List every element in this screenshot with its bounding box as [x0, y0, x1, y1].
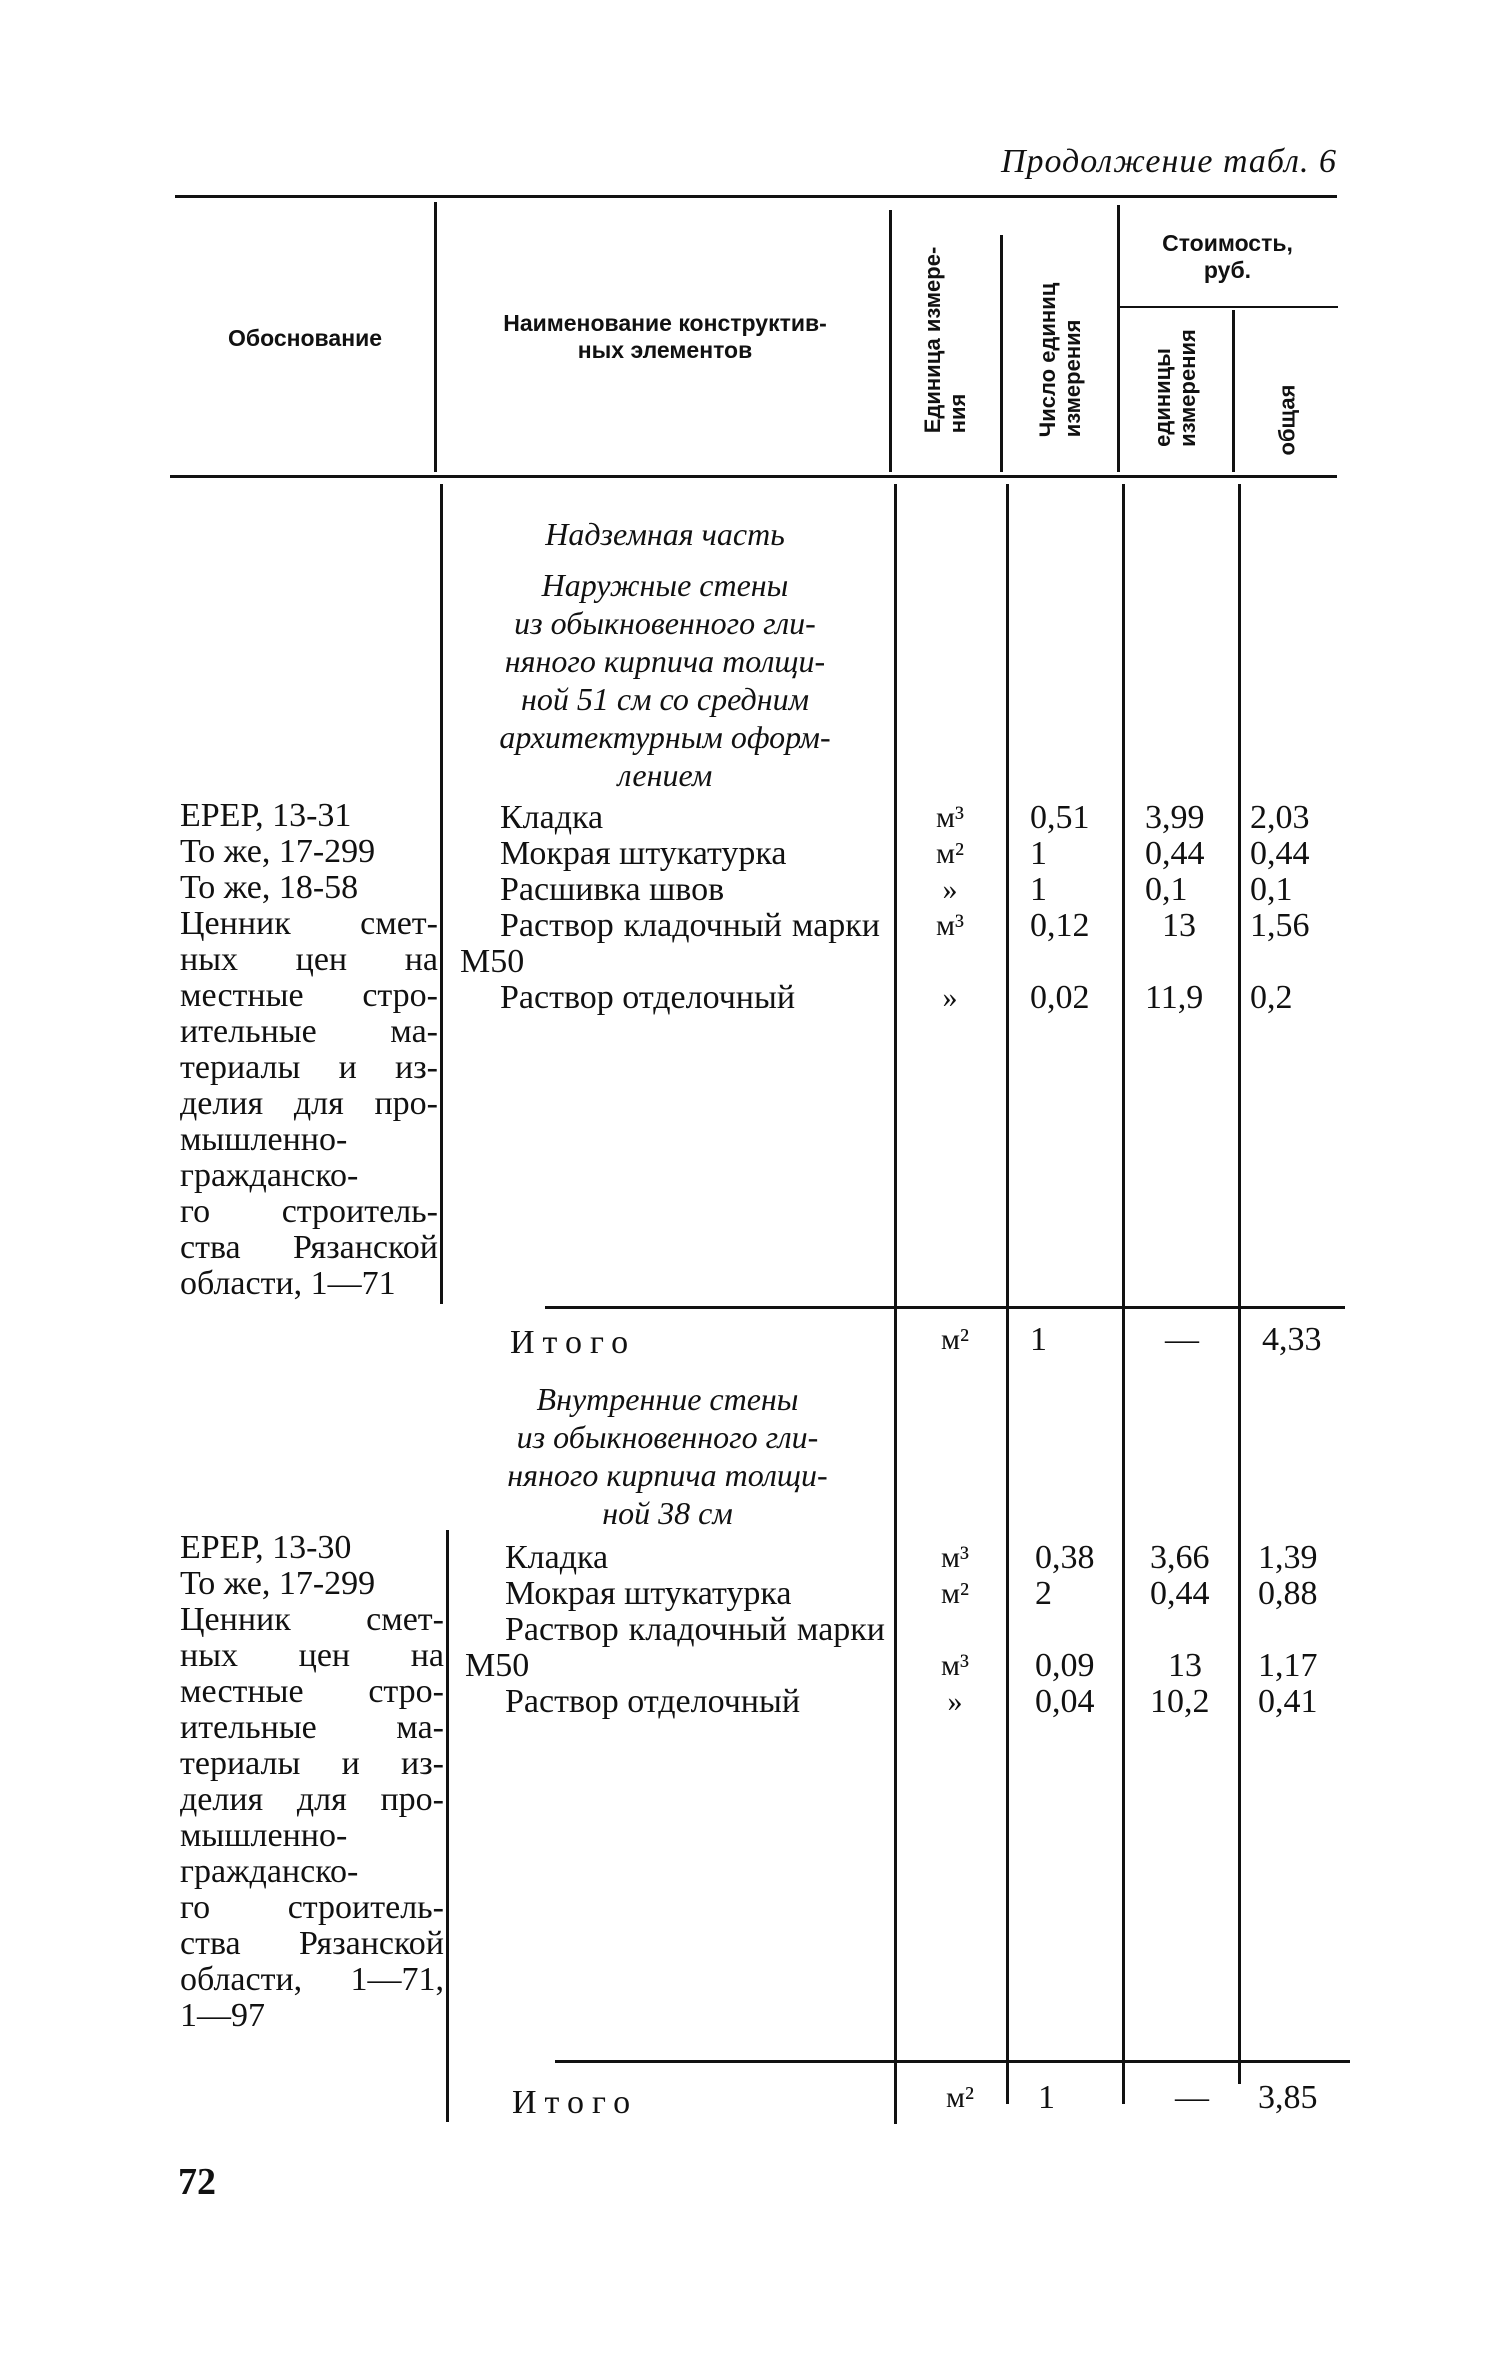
item-unit: м³: [941, 1541, 969, 1574]
total-label: Итого: [512, 2084, 639, 2121]
basis-line: ных цен на: [180, 941, 438, 978]
item-unit: м²: [941, 1577, 969, 1610]
total-unit: м²: [941, 1323, 969, 1356]
header-cost: Стоимость, руб.: [1162, 230, 1293, 283]
total-price: —: [1175, 2079, 1209, 2116]
table-top-rule: [175, 195, 1337, 198]
total-label: Итого: [510, 1324, 637, 1361]
basis-line: го строитель-: [180, 1193, 438, 1230]
header-vsep-2: [889, 210, 892, 472]
body-vsep-3: [1006, 484, 1009, 2104]
basis-line: области, 1—71,: [180, 1961, 444, 1998]
basis-line: мышленно-: [180, 1121, 348, 1158]
header-unit: Единица измере- ния: [920, 246, 970, 434]
basis-line: ных цен на: [180, 1637, 444, 1674]
item-total: 0,2: [1250, 979, 1293, 1016]
header-bottom-rule: [170, 475, 1337, 478]
item-total: 1,56: [1250, 907, 1310, 944]
group-1-basis: [180, 798, 438, 1302]
item-unit: »: [942, 981, 958, 1014]
item-price: 3,99: [1145, 799, 1205, 836]
total-sum: 4,33: [1262, 1321, 1322, 1358]
item-price: 13: [1168, 1647, 1202, 1684]
item-total: 2,03: [1250, 799, 1310, 836]
item-count: 0,51: [1030, 799, 1090, 836]
item-total: 0,88: [1258, 1575, 1318, 1612]
item-count: 1: [1030, 835, 1047, 872]
basis-line: мышленно-: [180, 1817, 348, 1854]
item-unit: »: [947, 1685, 963, 1718]
item-price: 11,9: [1145, 979, 1204, 1016]
header-cost-unit: единицы измерения: [1150, 329, 1200, 447]
basis-line: То же, 17-299: [180, 833, 376, 870]
basis-line: области, 1—71: [180, 1265, 396, 1302]
total-unit: м²: [946, 2081, 974, 2114]
item-count: 0,04: [1035, 1683, 1095, 1720]
header-count: Число единиц измерения: [1035, 282, 1085, 438]
total-rule-1: [545, 1306, 1345, 1309]
basis-line: ства Рязанской: [180, 1229, 438, 1266]
basis-line: делия для про-: [180, 1781, 444, 1818]
basis-line: ЕРЕР, 13-31: [180, 797, 352, 834]
item-price: 3,66: [1150, 1539, 1210, 1576]
body-vsep-4: [1122, 484, 1125, 2104]
basis-line: ительные ма-: [180, 1709, 444, 1746]
basis-line: териалы и из-: [180, 1745, 444, 1782]
item-name: Кладка: [500, 799, 604, 836]
item-price: 0,1: [1145, 871, 1188, 908]
item-count: 0,38: [1035, 1539, 1095, 1576]
continuation-caption: Продолжение табл. 6: [1000, 143, 1337, 180]
group-1-subtitle: Наружные стены из обыкновенного гли- няного кирпича толщи- ной 51 см со средним архитектурным оформ- лением: [499, 567, 831, 793]
total-rule-2: [555, 2060, 1350, 2063]
total-sum: 3,85: [1258, 2079, 1318, 2116]
item-count: 2: [1035, 1575, 1052, 1612]
basis-line: ительные ма-: [180, 1013, 438, 1050]
header-name: Наименование конструктив- ных элементов: [503, 310, 827, 363]
item-name: Раствор отделочный: [505, 1683, 801, 1720]
basis-line: го строитель-: [180, 1889, 444, 1926]
basis-line: Ценник смет-: [180, 1601, 444, 1638]
total-count: 1: [1038, 2079, 1055, 2116]
header-cost-total: общая: [1274, 384, 1300, 456]
item-unit: м³: [936, 909, 964, 942]
total-price: —: [1165, 1321, 1199, 1358]
basis-line: териалы и из-: [180, 1049, 438, 1086]
item-name: Кладка: [505, 1539, 609, 1576]
basis-line: делия для про-: [180, 1085, 438, 1122]
body-vsep-1b: [446, 1530, 449, 2122]
header-vsep-5: [1232, 310, 1235, 472]
item-price: 0,44: [1150, 1575, 1210, 1612]
item-total: 0,41: [1258, 1683, 1318, 1720]
basis-line: ЕРЕР, 13-30: [180, 1529, 352, 1566]
item-unit: м²: [936, 837, 964, 870]
item-name: Расшивка швов: [500, 871, 725, 908]
item-total: 1,17: [1258, 1647, 1318, 1684]
item-count: 1: [1030, 871, 1047, 908]
basis-line: 1—97: [180, 1997, 265, 2034]
item-count: 0,09: [1035, 1647, 1095, 1684]
item-name-wrapped: Раствор кладочный марки М50: [460, 907, 880, 980]
header-vsep-3: [1000, 235, 1003, 472]
group-2-basis: [180, 1530, 444, 2034]
basis-line: гражданско-: [180, 1853, 359, 1890]
item-name: Мокрая штукатурка: [505, 1575, 792, 1612]
group-2-subtitle: Внутренние стены из обыкновенного гли- няного кирпича толщи- ной 38 см: [507, 1381, 828, 1531]
item-price: 0,44: [1145, 835, 1205, 872]
basis-line: То же, 18-58: [180, 869, 359, 906]
basis-line: ства Рязанской: [180, 1925, 444, 1962]
item-count: 0,02: [1030, 979, 1090, 1016]
item-name: Раствор отделочный: [500, 979, 796, 1016]
body-vsep-2: [894, 484, 897, 2124]
section-title: Надземная часть: [545, 516, 785, 552]
basis-line: местные стро-: [180, 1673, 444, 1710]
item-price: 10,2: [1150, 1683, 1210, 1720]
basis-line: местные стро-: [180, 977, 438, 1014]
page-number: 72: [178, 2161, 216, 2203]
item-name-wrapped: Раствор кладочный марки М50: [465, 1611, 885, 1684]
item-unit: м³: [941, 1649, 969, 1682]
header-vsep-1: [434, 202, 437, 472]
item-name: Мокрая штукатурка: [500, 835, 787, 872]
basis-line: Ценник смет-: [180, 905, 438, 942]
item-count: 0,12: [1030, 907, 1090, 944]
total-count: 1: [1030, 1321, 1047, 1358]
basis-line: То же, 17-299: [180, 1565, 376, 1602]
body-vsep-5: [1238, 484, 1241, 2084]
item-total: 1,39: [1258, 1539, 1318, 1576]
header-basis: Обоснование: [227, 325, 383, 351]
item-price: 13: [1162, 907, 1196, 944]
item-unit: »: [942, 873, 958, 906]
basis-line: гражданско-: [180, 1157, 359, 1194]
item-total: 0,1: [1250, 871, 1293, 908]
item-unit: м³: [936, 801, 964, 834]
item-total: 0,44: [1250, 835, 1310, 872]
cost-header-rule: [1118, 306, 1338, 308]
